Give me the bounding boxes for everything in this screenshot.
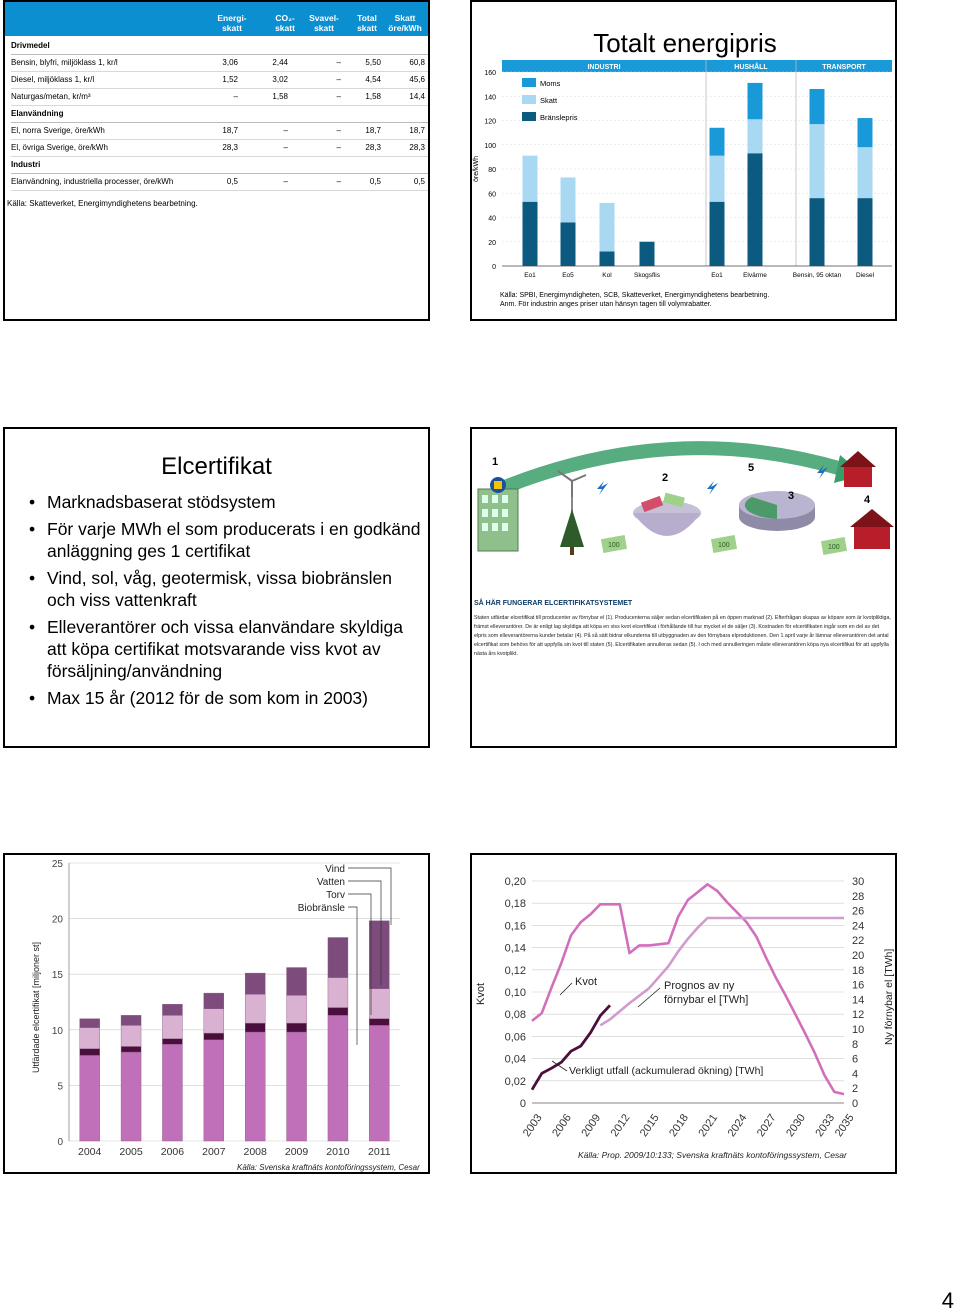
x-tick-label: Eo5 xyxy=(562,272,574,279)
tax-row-label: Naturgas/metan, kr/m³ xyxy=(11,92,91,101)
tax-cell: 18,7 xyxy=(365,126,381,135)
slide-elcertifikat xyxy=(3,427,430,748)
tax-cell: 5,50 xyxy=(365,58,381,67)
legend-label: Torv xyxy=(326,890,345,901)
banknote-value: 100 xyxy=(608,542,620,549)
tax-cell: 4,54 xyxy=(365,75,381,84)
y-right-axis-label: Ny förnybar el [TWh] xyxy=(883,948,895,1045)
legend-leader xyxy=(348,907,357,1045)
y-right-tick-label: 4 xyxy=(852,1068,859,1081)
bar-biobränsle xyxy=(162,1044,182,1141)
tax-cell: 18,7 xyxy=(222,126,238,135)
bullet-item: • Marknadsbaserat stödsystem xyxy=(27,491,422,513)
tax-cell: – xyxy=(336,126,341,135)
legend-label: Vind xyxy=(325,864,345,875)
y-right-tick-label: 8 xyxy=(852,1038,859,1051)
tax-cell: – xyxy=(336,143,341,152)
tax-cell: 28,3 xyxy=(365,143,381,152)
bar-biobränsle xyxy=(287,1032,307,1141)
slide-energy-tax-table xyxy=(3,0,430,321)
tax-cell: 3,02 xyxy=(272,75,288,84)
bar-skatt xyxy=(561,177,576,222)
bar-moms xyxy=(710,128,725,156)
x-tick-label: 2009 xyxy=(579,1112,604,1140)
annotation-prognos-line2: förnybar el [TWh] xyxy=(664,994,749,1006)
step-number: 5 xyxy=(748,462,755,474)
chart-source: Källa: Prop. 2009/10:133; Svenska kraftnäts kontoföringssystem, Cesar xyxy=(578,1150,847,1160)
bar-moms xyxy=(810,89,825,124)
bar-vind xyxy=(245,973,265,994)
x-tick-label: 2010 xyxy=(326,1146,350,1158)
y-left-tick-label: 0,16 xyxy=(504,920,526,933)
bar-bränslepris xyxy=(710,202,725,266)
tax-row-label: El, norra Sverige, öre/kWh xyxy=(11,126,105,135)
tax-table-row xyxy=(11,55,428,72)
y-tick-label: 25 xyxy=(51,859,63,870)
bar-skatt xyxy=(810,124,825,198)
cert-system-illustration xyxy=(472,429,895,599)
tax-cell: – xyxy=(336,92,341,101)
bar-vatten xyxy=(80,1028,100,1049)
y-left-tick-label: 0,02 xyxy=(504,1075,526,1088)
step-number: 3 xyxy=(788,490,795,502)
cert-system-text: Staten utfärdar elcertifikat till producenter av förnybar el (1). Producenterna säljer sedan elcertifikaten på en öppen marknad (2). Efterfrågan skapas av köpare som är kvotpliktiga, främst elleverantörer. De är enligt lag skyldiga att köpa en viss kvot elcertifikat i förhållande till hur mycket el de säljer (3). Kostnaden för elcertifikaten ingår som en del av det elpris som elleverantörerna kunder betalar (4). På så sätt bidrar elkunderna till utbyggnaden av den förnybara elproduktionen. Den 1 april varje år lämnar elleverantören det antal elcertifikat som behövs för att uppfylla sin kvot till staten (5). Elcertifikaten annulleras sedan (5). I och med annulleringen måste elleverantören köpa nya elcertifikat för att uppfylla nästa års kvotplikt. xyxy=(474,615,891,657)
quota-pie-icon xyxy=(739,491,815,531)
bar-bränslepris xyxy=(640,242,655,266)
slide-cert-system xyxy=(470,427,897,748)
bar-biobränsle xyxy=(121,1052,141,1141)
slide-quota-chart xyxy=(470,853,897,1174)
tax-row-label: Diesel, miljöklass 1, kr/l xyxy=(11,75,95,84)
bar-torv xyxy=(204,1033,224,1040)
price-chart-title: Totalt energipris xyxy=(593,28,777,58)
y-tick-label: 5 xyxy=(57,1081,63,1093)
tax-cell: – xyxy=(283,143,288,152)
bar-vatten xyxy=(121,1025,141,1046)
y-right-tick-label: 10 xyxy=(852,1024,865,1036)
tax-cell: 0,5 xyxy=(369,177,381,186)
x-tick-label: 2005 xyxy=(119,1146,143,1158)
y-right-tick-label: 0 xyxy=(852,1098,859,1110)
y-left-tick-label: 0,12 xyxy=(504,964,526,977)
col-header-total: Total skatt xyxy=(357,13,377,33)
y-tick-label: 10 xyxy=(51,1025,63,1037)
tax-table-row xyxy=(11,123,428,140)
col-header-energiskatt: Energi- skatt xyxy=(217,13,247,33)
tax-row-label: Bensin, blyfri, miljöklass 1, kr/l xyxy=(11,58,118,67)
y-right-tick-label: 2 xyxy=(852,1083,859,1096)
y-right-tick-label: 16 xyxy=(852,979,865,992)
legend-leader xyxy=(348,894,371,1015)
y-right-tick-label: 18 xyxy=(852,964,865,977)
tax-cell: – xyxy=(283,126,288,135)
tax-cell: 14,4 xyxy=(409,92,425,101)
slide-title: Elcertifikat xyxy=(161,453,272,480)
y-left-tick-label: 0,14 xyxy=(504,942,526,955)
price-chart xyxy=(472,2,895,319)
bar-biobränsle xyxy=(369,1025,389,1141)
annotation-leader xyxy=(560,983,572,995)
y-tick-label: 100 xyxy=(484,142,496,150)
step-number: 1 xyxy=(492,456,499,468)
col-header-co2: CO₂- skatt xyxy=(275,13,295,33)
x-tick-label: 2003 xyxy=(520,1112,545,1140)
y-left-tick-label: 0,20 xyxy=(504,876,526,888)
x-tick-label: 2015 xyxy=(637,1112,662,1140)
tax-cell: 3,06 xyxy=(222,58,238,67)
tax-cell: 28,3 xyxy=(409,143,425,152)
bar-vind xyxy=(369,921,389,989)
tax-cell: 1,58 xyxy=(272,92,288,101)
legend-swatch xyxy=(522,112,536,121)
certificate-bowl-icon xyxy=(633,493,701,536)
annotation-utfall: Verkligt utfall (ackumulerad ökning) [TWh] xyxy=(569,1065,764,1077)
bar-torv xyxy=(80,1049,100,1056)
bar-biobränsle xyxy=(204,1040,224,1141)
slide-total-energy-price xyxy=(470,0,897,321)
tax-table-row xyxy=(11,89,428,106)
bar-vind xyxy=(204,993,224,1009)
tax-cell: – xyxy=(283,177,288,186)
legend-swatch xyxy=(522,95,536,104)
banknote-value: 100 xyxy=(828,544,840,551)
banknote-icon xyxy=(601,535,847,555)
bar-biobränsle xyxy=(80,1055,100,1141)
bar-bränslepris xyxy=(858,198,873,266)
y-right-tick-label: 20 xyxy=(852,950,865,962)
bar-torv xyxy=(121,1046,141,1052)
bar-vatten xyxy=(162,1015,182,1038)
y-axis-label: Utfärdade elcertifikat [miljoner st] xyxy=(31,941,41,1073)
x-tick-label: Elvärme xyxy=(743,272,767,279)
tax-cell: 2,44 xyxy=(272,58,288,67)
bar-bränslepris xyxy=(523,202,538,266)
x-tick-label: 2009 xyxy=(284,1146,309,1158)
y-right-tick-label: 30 xyxy=(852,876,865,888)
bar-vind xyxy=(328,938,348,978)
x-tick-label: 2007 xyxy=(202,1146,226,1158)
x-tick-label: 2035 xyxy=(832,1112,857,1140)
bar-skatt xyxy=(600,203,615,252)
chart-source: Källa: SPBI, Energimyndigheten, SCB, Skatteverket, Energimyndighetens bearbetning. xyxy=(500,292,770,299)
series-line xyxy=(532,1005,610,1089)
y-right-tick-label: 6 xyxy=(852,1053,859,1066)
x-tick-label: 2004 xyxy=(78,1146,102,1158)
bar-vatten xyxy=(204,1009,224,1033)
x-tick-label: 2012 xyxy=(608,1112,633,1140)
y-tick-label: 20 xyxy=(51,914,63,926)
bar-torv xyxy=(245,1023,265,1032)
col-header-ore-kwh: Skatt öre/kWh xyxy=(388,13,422,33)
bar-vind xyxy=(80,1019,100,1028)
x-tick-label: Eo1 xyxy=(524,272,536,279)
bar-skatt xyxy=(748,119,763,153)
y-tick-label: 15 xyxy=(51,970,63,982)
x-tick-label: 2006 xyxy=(550,1112,575,1140)
slide-issued-certificates xyxy=(3,853,430,1174)
tax-section-title: Industri xyxy=(11,157,428,174)
bar-vatten xyxy=(369,989,389,1019)
tax-cell: – xyxy=(336,58,341,67)
tax-cell: – xyxy=(336,75,341,84)
y-right-tick-label: 28 xyxy=(852,890,865,903)
y-tick-label: 0 xyxy=(492,264,496,271)
y-tick-label: 80 xyxy=(488,167,496,174)
bullet-list xyxy=(27,491,422,714)
y-left-tick-label: 0,08 xyxy=(504,1009,526,1022)
tax-section-title: Elanvändning xyxy=(11,106,428,123)
tax-section-title: Drivmedel xyxy=(11,38,428,55)
bar-skatt xyxy=(710,156,725,202)
x-tick-label: 2033 xyxy=(813,1112,838,1140)
legend-swatch xyxy=(522,78,536,87)
y-right-tick-label: 14 xyxy=(852,994,865,1007)
annotation-prognos-line1: Prognos av ny xyxy=(664,980,735,992)
tax-cell: 0,5 xyxy=(413,177,425,186)
y-left-tick-label: 0,06 xyxy=(504,1031,526,1044)
legend-label: Skatt xyxy=(540,96,558,105)
x-tick-label: Eo1 xyxy=(711,272,723,279)
bar-bränslepris xyxy=(561,222,576,266)
tax-cell: 1,52 xyxy=(222,75,238,84)
x-tick-label: 2024 xyxy=(725,1112,750,1140)
tax-cell: 60,8 xyxy=(409,58,425,67)
step-number: 2 xyxy=(662,472,669,484)
y-left-tick-label: 0 xyxy=(519,1098,526,1110)
legend-leader xyxy=(348,868,391,925)
x-tick-label: 2018 xyxy=(667,1112,692,1140)
tree-icon xyxy=(560,509,584,555)
cert-system-heading: SÅ HÄR FUNGERAR ELCERTIFIKATSYSTEMET xyxy=(474,600,633,607)
bar-torv xyxy=(369,1019,389,1026)
step-number: 4 xyxy=(864,494,871,506)
tax-cell: – xyxy=(233,92,238,101)
tax-table-row xyxy=(11,140,428,157)
x-tick-label: 2011 xyxy=(368,1146,391,1158)
x-tick-label: 2006 xyxy=(160,1146,185,1158)
y-right-tick-label: 22 xyxy=(852,935,865,948)
x-tick-label: Bensin, 95 oktan xyxy=(792,272,842,279)
annotation-leader xyxy=(638,988,660,1007)
bar-vind xyxy=(287,968,307,996)
x-tick-label: 2027 xyxy=(754,1112,779,1140)
bar-biobränsle xyxy=(245,1032,265,1141)
bar-torv xyxy=(287,1023,307,1032)
bullet-item: • Elleverantörer och vissa elanvändare skyldiga att köpa certifikat motsvarande viss kvot av försäljning/användning xyxy=(27,616,422,682)
tax-cell: 28,3 xyxy=(222,143,238,152)
bar-bränslepris xyxy=(810,198,825,266)
banknote-value: 100 xyxy=(718,542,730,549)
col-header-svavel: Svavel- skatt xyxy=(309,13,339,33)
group-label: HUSHÅLL xyxy=(734,64,768,71)
legend-label: Bränslepris xyxy=(540,113,578,122)
bullet-item: • Max 15 år (2012 för de som kom in 2003) xyxy=(27,687,422,709)
y-right-tick-label: 12 xyxy=(852,1009,865,1022)
y-tick-label: 20 xyxy=(488,239,496,247)
tax-cell: 1,58 xyxy=(365,92,381,101)
bar-vatten xyxy=(245,994,265,1023)
bullet-item: • För varje MWh el som producerats i en godkänd anläggning ges 1 certifikat xyxy=(27,518,422,562)
legend-label: Vatten xyxy=(316,877,345,888)
tax-cell: 0,5 xyxy=(226,177,238,186)
y-right-tick-label: 24 xyxy=(852,920,865,933)
y-tick-label: 40 xyxy=(488,215,496,223)
y-tick-label: 120 xyxy=(484,118,496,126)
legend-label: Moms xyxy=(540,79,561,88)
bar-torv xyxy=(162,1039,182,1045)
y-tick-label: 0 xyxy=(57,1137,63,1148)
bar-moms xyxy=(858,118,873,147)
annotation-kvot: Kvot xyxy=(575,976,598,988)
chart-note: Anm. För industrin anges priser utan hänsyn tagen till volymrabatter. xyxy=(500,301,712,308)
tax-row-label: Elanvändning, industriella processer, öre/kWh xyxy=(11,177,174,186)
x-tick-label: Skogsflis xyxy=(633,272,661,279)
legend-label: Biobränsle xyxy=(297,903,345,914)
bar-biobränsle xyxy=(328,1015,348,1141)
certificates-chart xyxy=(5,855,428,1172)
bar-bränslepris xyxy=(748,153,763,266)
tax-cell: 18,7 xyxy=(409,126,425,135)
tax-row-label: El, övriga Sverige, öre/kWh xyxy=(11,143,108,152)
x-tick-label: Diesel xyxy=(855,272,875,279)
bar-vatten xyxy=(287,995,307,1023)
chart-source: Källa: Svenska kraftnäts kontoföringssystem, Cesar xyxy=(237,1163,420,1172)
tax-table-header xyxy=(5,2,428,36)
tax-table-row xyxy=(11,174,428,191)
flow-arrow xyxy=(500,448,842,489)
bullet-item: • Vind, sol, våg, geotermisk, vissa biobränslen och viss vattenkraft xyxy=(27,567,422,611)
bar-moms xyxy=(748,83,763,119)
group-label: TRANSPORT xyxy=(822,64,866,71)
bar-bränslepris xyxy=(600,251,615,266)
y-right-tick-label: 26 xyxy=(852,905,865,918)
x-tick-label: 2030 xyxy=(784,1112,809,1140)
bar-vind xyxy=(121,1015,141,1025)
y-tick-label: 60 xyxy=(488,191,496,199)
bar-vind xyxy=(162,1004,182,1015)
x-tick-label: Kol xyxy=(602,272,612,279)
y-axis-label: öre/kWh xyxy=(473,155,480,182)
y-left-tick-label: 0,04 xyxy=(504,1053,526,1066)
x-tick-label: 2021 xyxy=(696,1112,721,1140)
page-number: 4 xyxy=(941,1288,954,1313)
tax-cell: 45,6 xyxy=(409,75,425,84)
y-tick-label: 160 xyxy=(484,70,496,77)
quota-chart xyxy=(472,855,895,1172)
y-left-tick-label: 0,18 xyxy=(504,898,526,911)
group-label: INDUSTRI xyxy=(587,64,621,71)
y-tick-label: 140 xyxy=(484,94,496,102)
tax-table-source: Källa: Skatteverket, Energimyndighetens bearbetning. xyxy=(7,199,198,208)
bar-skatt xyxy=(858,147,873,198)
x-tick-label: 2008 xyxy=(243,1146,267,1158)
series-line xyxy=(600,918,844,1025)
bar-skatt xyxy=(523,156,538,202)
y-left-axis-label: Kvot xyxy=(475,982,487,1005)
tax-table-row xyxy=(11,72,428,89)
bar-vatten xyxy=(328,978,348,1008)
bar-torv xyxy=(328,1008,348,1016)
tax-cell: – xyxy=(336,177,341,186)
y-left-tick-label: 0,10 xyxy=(504,987,526,999)
